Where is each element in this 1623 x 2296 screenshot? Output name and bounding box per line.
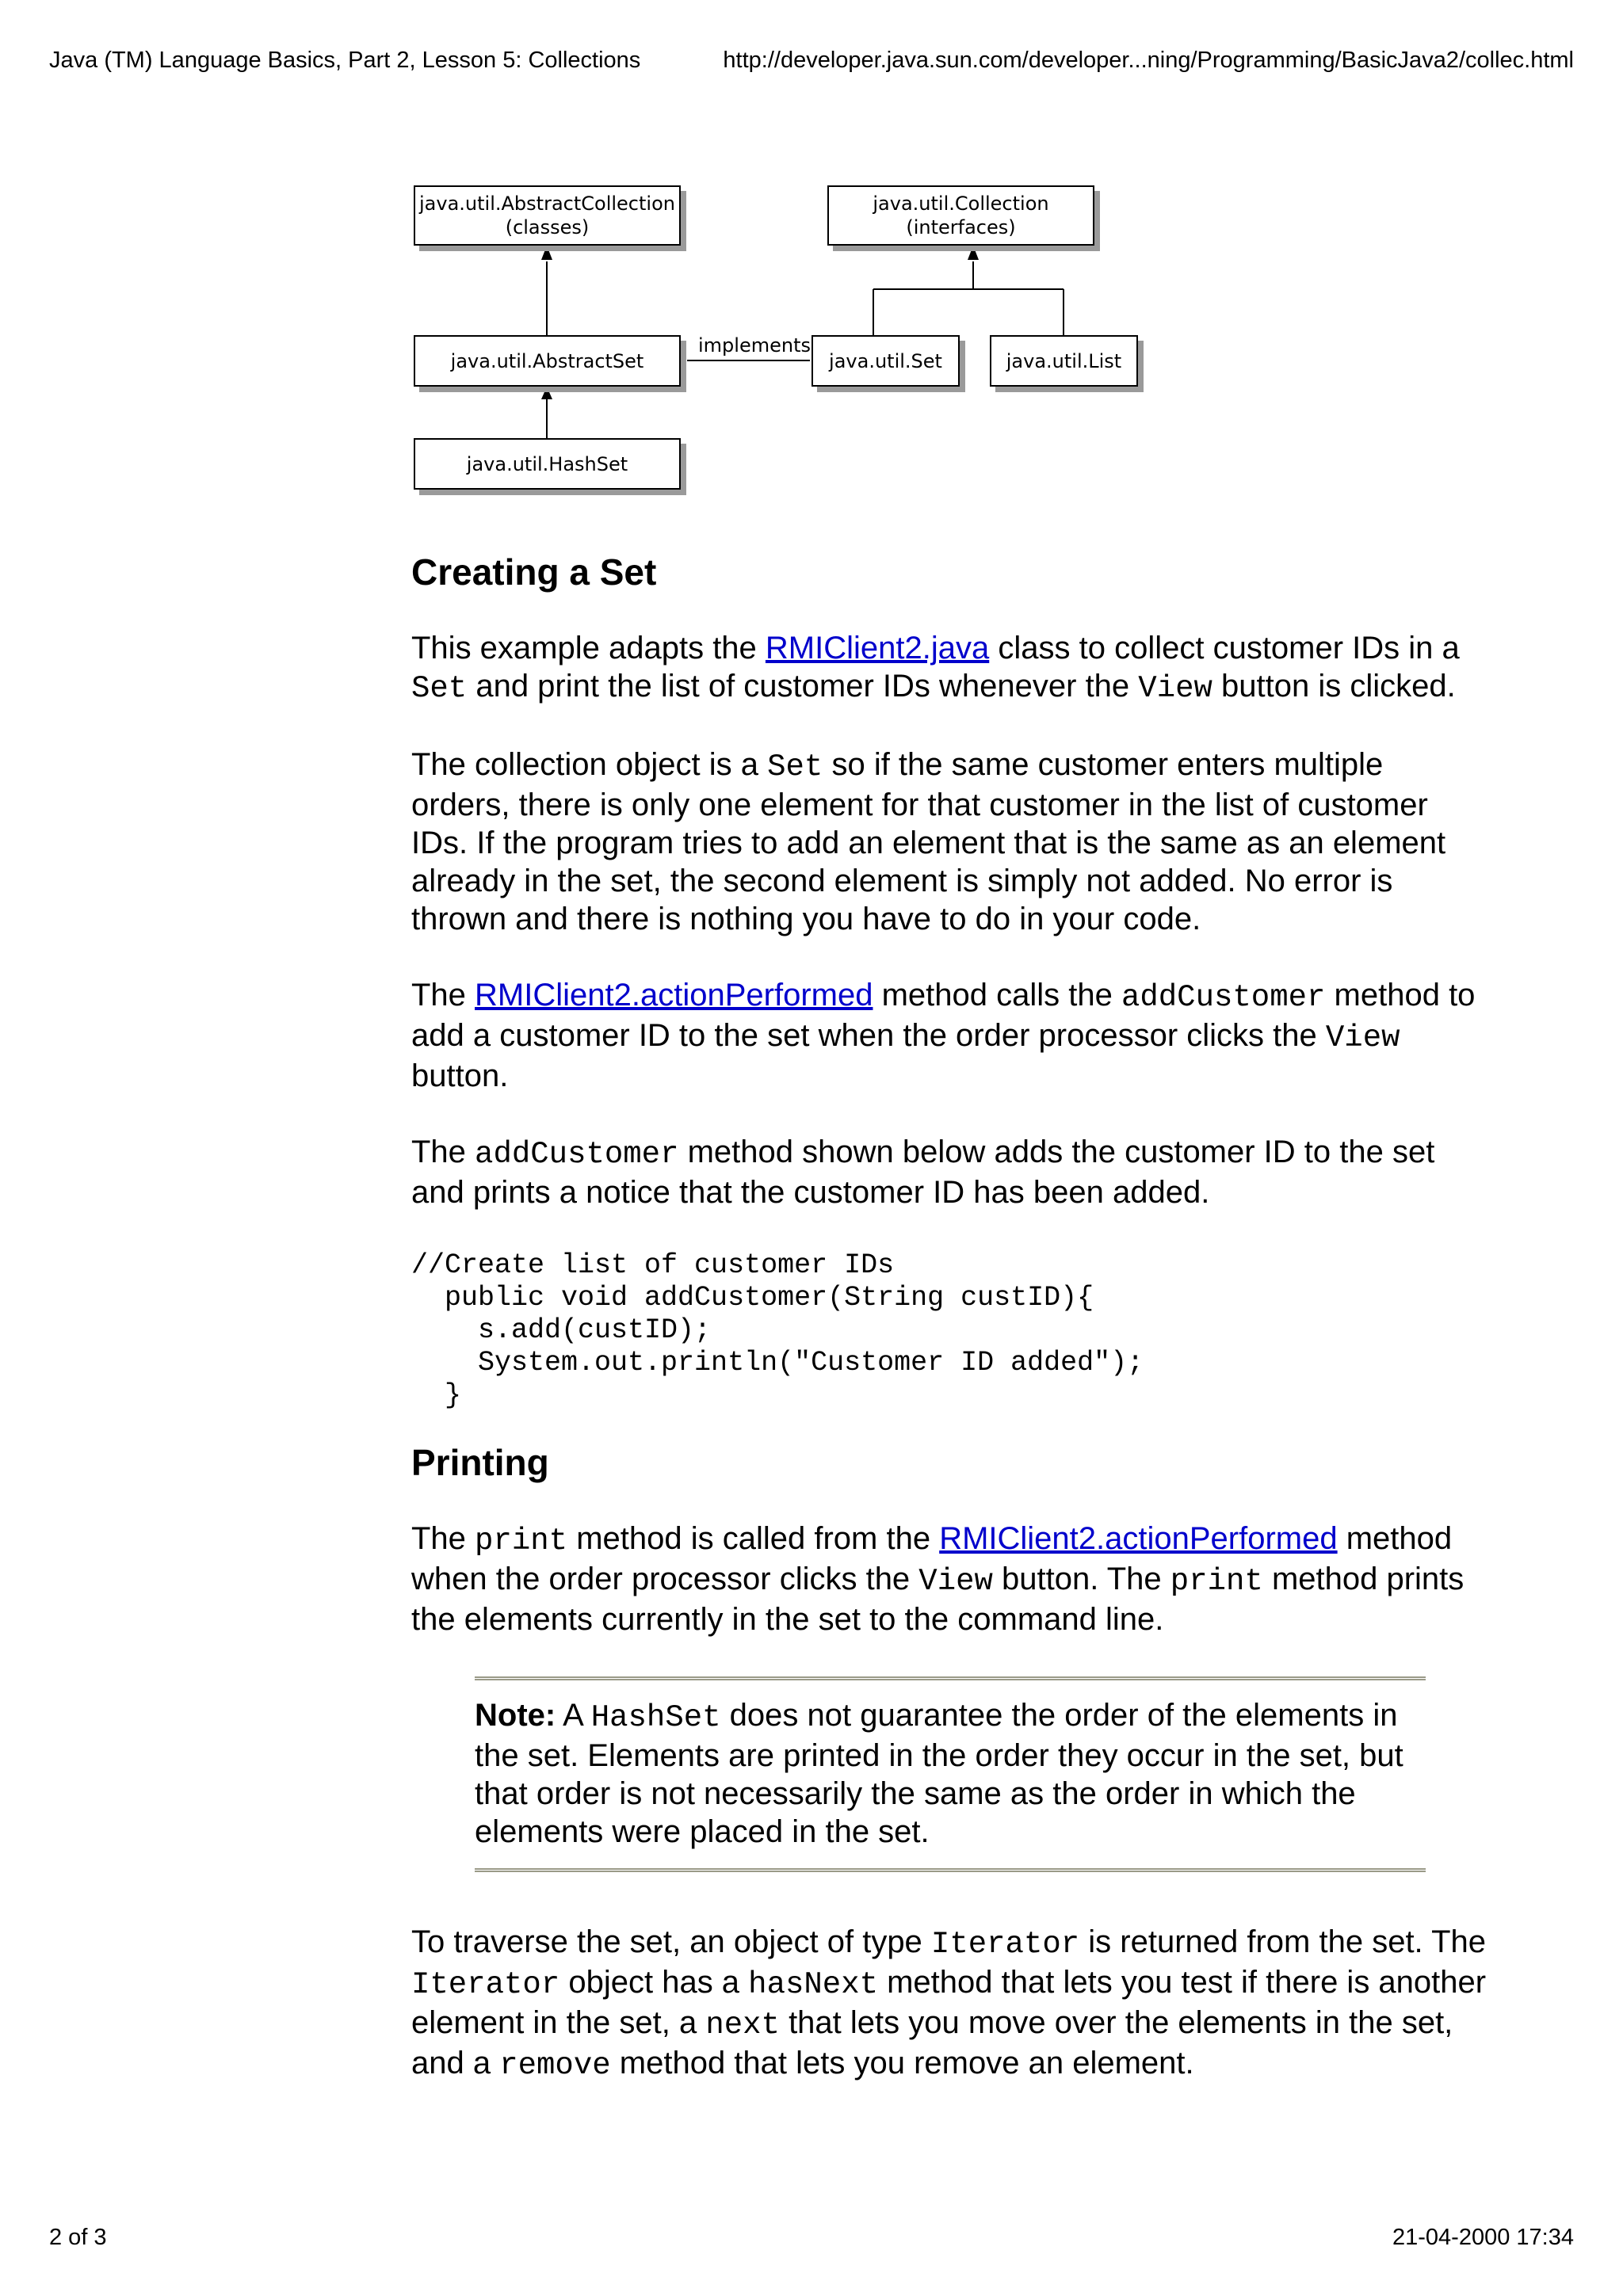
text: method calls the bbox=[873, 978, 1121, 1013]
code-set: Set bbox=[767, 749, 823, 784]
text: The collection object is a bbox=[411, 747, 768, 782]
text: so if the same customer enters multiple orders, there is only one element for that customer in the list of customer IDs. If the program tries to add an element that is the same as an element already in the set, the second element is simply not added. No error is thrown and there is nothing you have to do in your code. bbox=[411, 747, 1446, 936]
link-rmiclient2-actionperformed[interactable]: RMIClient2.actionPerformed bbox=[939, 1521, 1338, 1556]
hashset-name: java.util.HashSet bbox=[466, 452, 628, 475]
heading-creating-a-set: Creating a Set bbox=[411, 551, 657, 593]
text: method that lets you remove an element. bbox=[610, 2046, 1194, 2081]
implements-label: implements bbox=[698, 334, 811, 357]
collection-kind: (interfaces) bbox=[906, 216, 1016, 238]
link-rmiclient2-actionperformed[interactable]: RMIClient2.actionPerformed bbox=[475, 978, 873, 1013]
text: The bbox=[411, 1521, 475, 1556]
printing-paragraph-2 bbox=[411, 1923, 1489, 2084]
text: button. The bbox=[992, 1562, 1170, 1596]
code-block-addcustomer: //Create list of customer IDs public void addCustomer(String custID){ s.add(custID); System.out.println("Customer ID added"); } bbox=[411, 1249, 1144, 1411]
printing-paragraph-1 bbox=[411, 1520, 1489, 1638]
code-iterator: Iterator bbox=[411, 1967, 560, 2002]
list-name: java.util.List bbox=[1006, 349, 1122, 372]
arrowhead-abstractset bbox=[541, 387, 552, 399]
collection-box bbox=[827, 185, 1094, 246]
article-content bbox=[411, 539, 1489, 2122]
page-footer-page-number: 2 of 3 bbox=[49, 2225, 107, 2250]
code-print: print bbox=[475, 1524, 568, 1558]
code-hasnext: hasNext bbox=[748, 1967, 878, 2002]
text: class to collect customer IDs in a bbox=[989, 631, 1460, 666]
code-addcustomer: addCustomer bbox=[1121, 980, 1326, 1015]
code-remove: remove bbox=[499, 2048, 611, 2083]
text: is returned from the set. The bbox=[1079, 1924, 1486, 1959]
text: The bbox=[411, 1135, 475, 1169]
text: method is called from the bbox=[567, 1521, 940, 1556]
text: To traverse the set, an object of type bbox=[411, 1924, 931, 1959]
text: button. bbox=[411, 1058, 509, 1093]
collection-name: java.util.Collection bbox=[873, 193, 1049, 215]
set-name: java.util.Set bbox=[829, 349, 942, 372]
text: method to add a customer ID to the set when the order processor clicks the bbox=[411, 978, 1476, 1053]
text: method prints the elements currently in the set to the command line. bbox=[411, 1562, 1465, 1637]
arrowhead-abstractcollection bbox=[541, 246, 552, 260]
page-header-title: Java (TM) Language Basics, Part 2, Lesson 5: Collections bbox=[49, 48, 641, 73]
text: method that lets you test if there is another element in the set, a bbox=[411, 1965, 1487, 2040]
abstract-collection-name: java.util.AbstractCollection bbox=[419, 193, 675, 215]
page-footer-datetime: 21-04-2000 17:34 bbox=[1392, 2225, 1574, 2250]
text: method shown below adds the customer ID to the set and prints a notice that the customer ID has been added. bbox=[411, 1135, 1435, 1210]
code-iterator: Iterator bbox=[930, 1927, 1080, 1962]
text: does not guarantee the order of the elements in the set. Elements are printed in the order they occur in the set, but that order is not necessarily the same as the order in which the elements were placed in the set. bbox=[475, 1698, 1403, 1849]
page-header-url: http://developer.java.sun.com/developer...ning/Programming/BasicJava2/collec.html bbox=[723, 48, 1574, 73]
note-text bbox=[475, 1696, 1426, 1851]
text: button is clicked. bbox=[1212, 669, 1456, 704]
hashset-box bbox=[414, 438, 681, 490]
heading-printing: Printing bbox=[411, 1442, 549, 1483]
text: that lets you move over the elements in the set, and a bbox=[411, 2005, 1453, 2081]
text: The bbox=[411, 978, 475, 1013]
text: This example adapts the bbox=[411, 631, 766, 666]
abstract-set-box bbox=[414, 335, 681, 387]
abstract-collection-box bbox=[414, 185, 681, 246]
text: method when the order processor clicks the bbox=[411, 1521, 1453, 1596]
creating-set-paragraph-1 bbox=[411, 629, 1489, 707]
text: A bbox=[556, 1698, 591, 1733]
note-label: Note: bbox=[475, 1698, 556, 1733]
set-box bbox=[812, 335, 960, 387]
creating-set-paragraph-2 bbox=[411, 746, 1489, 938]
list-box bbox=[990, 335, 1138, 387]
code-hashset: HashSet bbox=[590, 1700, 721, 1735]
code-set: Set bbox=[411, 671, 468, 706]
arrowhead-collection bbox=[968, 246, 979, 260]
code-view: View bbox=[1138, 671, 1212, 706]
code-view: View bbox=[1325, 1020, 1400, 1055]
code-next: next bbox=[705, 2008, 780, 2042]
collection-hierarchy-diagram bbox=[396, 174, 1157, 515]
text: object has a bbox=[559, 1965, 749, 2000]
text: and print the list of customer IDs whenever the bbox=[467, 669, 1139, 704]
code-addcustomer: addCustomer bbox=[475, 1137, 679, 1172]
creating-set-paragraph-3 bbox=[411, 976, 1489, 1095]
link-rmiclient2-java[interactable]: RMIClient2.java bbox=[765, 631, 990, 666]
abstract-set-name: java.util.AbstractSet bbox=[450, 349, 644, 372]
abstract-collection-kind: (classes) bbox=[505, 216, 590, 238]
code-print: print bbox=[1170, 1564, 1263, 1599]
code-view: View bbox=[918, 1564, 993, 1599]
note-box bbox=[475, 1676, 1426, 1872]
creating-set-paragraph-4 bbox=[411, 1133, 1489, 1211]
